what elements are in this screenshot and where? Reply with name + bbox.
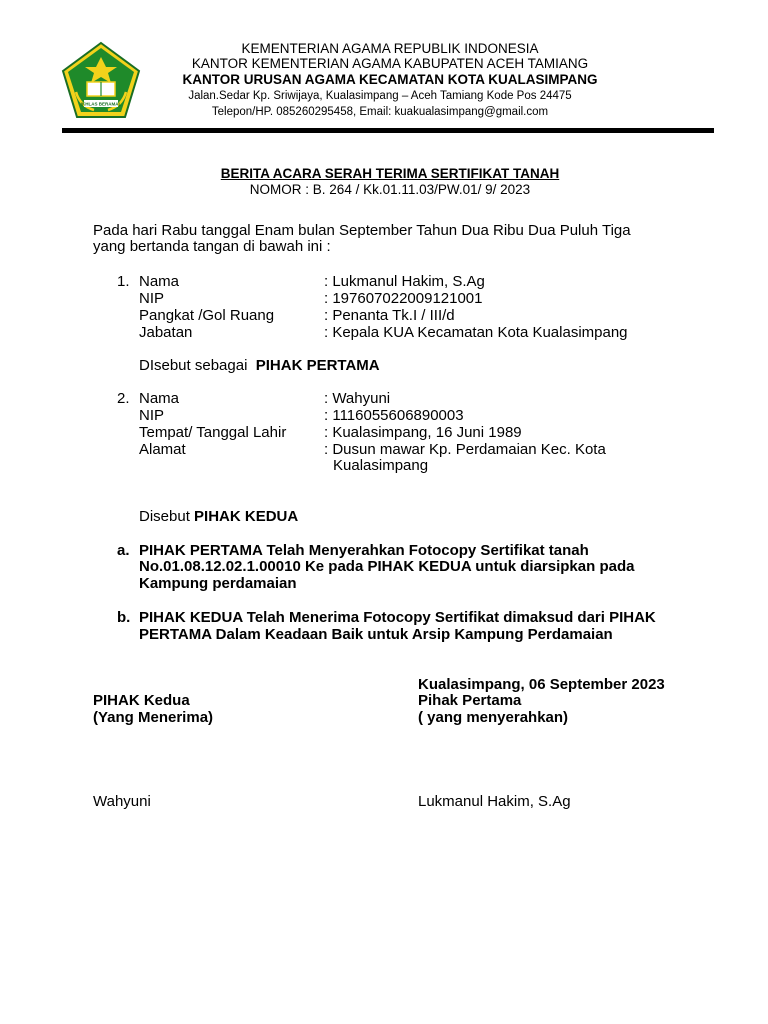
kua-name: KANTOR URUSAN AGAMA KECAMATAN KOTA KUALASIMPANG <box>182 72 598 87</box>
svg-text:IKHLAS BERAMAL: IKHLAS BERAMAL <box>80 101 122 107</box>
party1-value-nama: : Lukmanul Hakim, S.Ag <box>324 273 485 290</box>
party2-label-ttl: Tempat/ Tanggal Lahir <box>139 424 287 441</box>
party1-value-nip: : 197607022009121001 <box>324 290 483 307</box>
signature-right-title: Pihak Pertama <box>418 692 522 709</box>
document-number: NOMOR : B. 264 / Kk.01.11.03/PW.01/ 9/ 2023 <box>249 182 531 197</box>
party1-label-nama: Nama <box>139 273 180 290</box>
document-title: BERITA ACARA SERAH TERIMA SERTIFIKAT TANAH <box>220 166 560 181</box>
statement-a-marker: a. <box>117 542 130 559</box>
office-contact: Telepon/HP. 085260295458, Email: kuakualasimpang@gmail.com <box>211 106 549 118</box>
party2-label-alamat: Alamat <box>139 441 186 458</box>
signature-place-date: Kualasimpang, 06 September 2023 <box>418 676 665 693</box>
signature-left-subtitle: (Yang Menerima) <box>93 709 214 726</box>
party1-label-jabatan: Jabatan <box>139 324 193 341</box>
party1-role-line <box>139 357 380 374</box>
party1-label-nip: NIP <box>139 290 165 307</box>
office-name: KANTOR KEMENTERIAN AGAMA KABUPATEN ACEH TAMIANG <box>191 56 589 71</box>
party1-value-pangkat: : Penanta Tk.I / III/d <box>324 307 455 324</box>
statement-a-line-3: Kampung perdamaian <box>139 575 297 592</box>
ministry-logo <box>60 40 142 122</box>
party2-value-nip: : 1116055606890003 <box>324 407 464 424</box>
statement-b-line-2: PERTAMA Dalam Keadaan Baik untuk Arsip Kampung Perdamaian <box>139 626 613 643</box>
party2-value-alamat: : Dusun mawar Kp. Perdamaian Kec. Kota <box>324 441 606 458</box>
party2-label-nip: NIP <box>139 407 165 424</box>
statement-a-line-2: No.01.08.12.02.1.00010 Ke pada PIHAK KEDUA untuk diarsipkan pada <box>139 558 635 575</box>
letterhead-rule <box>62 128 714 133</box>
intro-line-1: Pada hari Rabu tanggal Enam bulan September Tahun Dua Ribu Dua Puluh Tiga <box>93 222 631 239</box>
statement-a-line-1: PIHAK PERTAMA Telah Menyerahkan Fotocopy Sertifikat tanah <box>139 542 589 559</box>
party1-label-pangkat: Pangkat /Gol Ruang <box>139 307 275 324</box>
party1-number: 1. <box>117 273 130 290</box>
party1-role-prefix: DIsebut sebagai <box>139 357 248 374</box>
statement-b-marker: b. <box>117 609 131 626</box>
party2-role: PIHAK KEDUA <box>194 508 299 525</box>
party1-value-jabatan: : Kepala KUA Kecamatan Kota Kualasimpang <box>324 324 628 341</box>
signature-left-name: Wahyuni <box>93 793 151 810</box>
party2-role-line <box>139 508 298 525</box>
party2-number: 2. <box>117 390 130 407</box>
signature-right-subtitle: ( yang menyerahkan) <box>418 709 569 726</box>
intro-line-2: yang bertanda tangan di bawah ini : <box>93 238 331 255</box>
statement-b-line-1: PIHAK KEDUA Telah Menerima Fotocopy Sertifikat dimaksud dari PIHAK <box>139 609 656 626</box>
party2-label-nama: Nama <box>139 390 180 407</box>
party2-value-ttl: : Kualasimpang, 16 Juni 1989 <box>324 424 522 441</box>
party2-value-nama: : Wahyuni <box>324 390 391 407</box>
party2-role-prefix: Disebut <box>139 508 190 525</box>
signature-left-title: PIHAK Kedua <box>93 692 190 709</box>
party2-value-alamat-cont: Kualasimpang <box>333 457 429 474</box>
party1-role: PIHAK PERTAMA <box>255 357 380 374</box>
ministry-name: KEMENTERIAN AGAMA REPUBLIK INDONESIA <box>241 41 539 56</box>
office-address: Jalan.Sedar Kp. Sriwijaya, Kualasimpang – Aceh Tamiang Kode Pos 24475 <box>188 90 572 102</box>
signature-right-name: Lukmanul Hakim, S.Ag <box>418 793 571 810</box>
